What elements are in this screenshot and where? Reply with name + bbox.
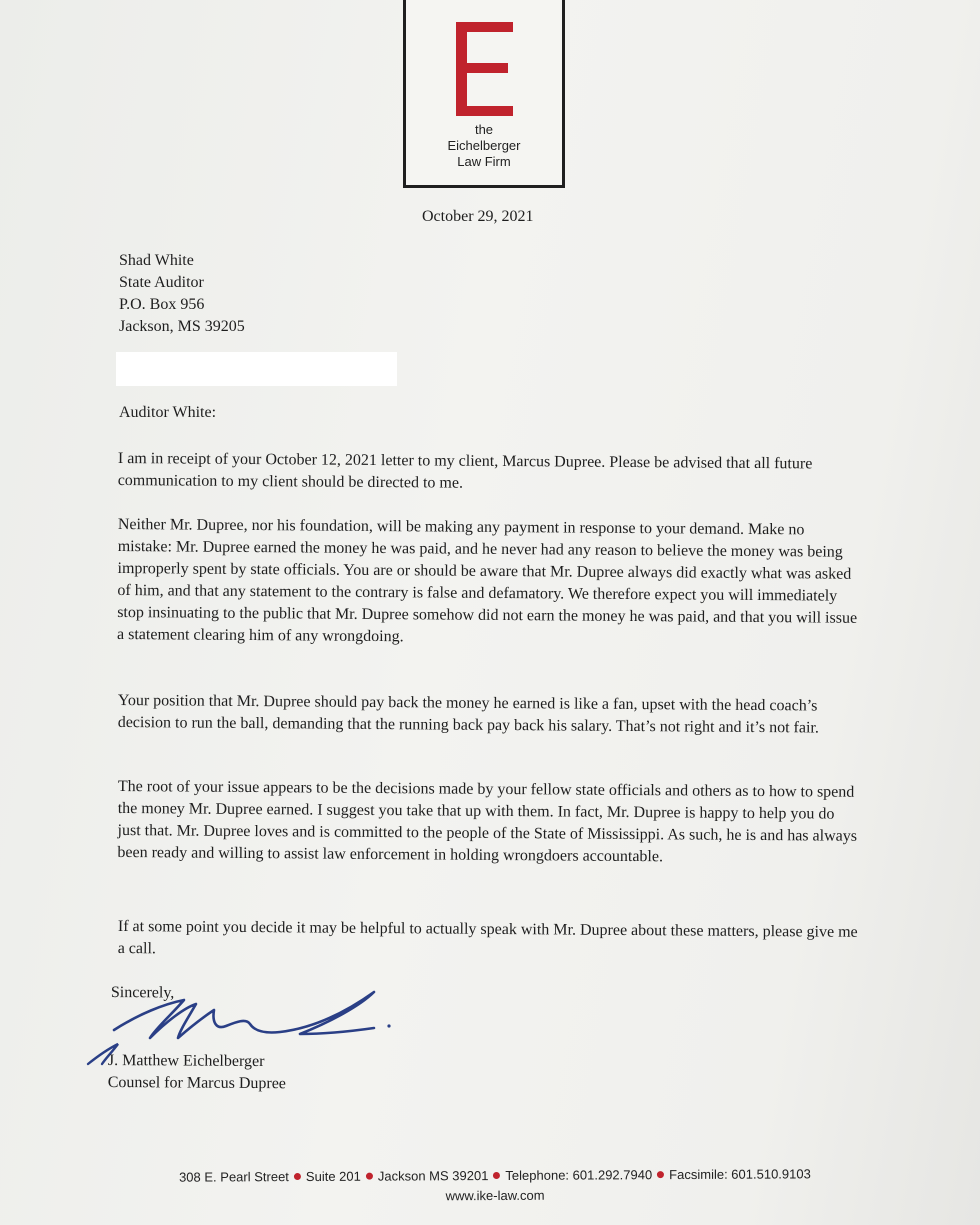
firm-name-line3: Law Firm	[457, 154, 511, 169]
signer-title: Counsel for Marcus Dupree	[107, 1073, 286, 1093]
signer-name: J. Matthew Eichelberger	[107, 1052, 265, 1071]
bullet-icon	[294, 1173, 301, 1180]
footer-contact-line	[100, 1164, 890, 1188]
letterhead-footer	[100, 1164, 890, 1208]
body-paragraph-5: If at some point you decide it may be helpful to actually speak with Mr. Dupree about these matters, please give me a call.	[117, 917, 858, 958]
redaction-box	[116, 352, 397, 386]
signature-block	[108, 1050, 286, 1095]
recipient-name: Shad White	[119, 252, 194, 269]
footer-suite: Suite 201	[305, 1168, 361, 1184]
recipient-city: Jackson, MS 39205	[119, 318, 245, 335]
firm-name	[406, 122, 562, 170]
footer-street: 308 E. Pearl Street	[179, 1169, 289, 1185]
body-paragraph-2: Neither Mr. Dupree, nor his foundation, will be making any payment in response to your demand. Make no mistake: Mr. Dupree earned the money he was paid, and he never had any reason to believe the money was being improperly spent by state officials. You are or should be aware that Mr. Dupree always did exactly what was asked of him, and that any statement to the contrary is false and defamatory. We therefore expect you will immediately stop insinuating to the public that Mr. Dupree somehow did not earn the money he was paid, and that you will issue a statement clearing him of any wrongdoing.	[116, 515, 858, 646]
recipient-address	[119, 250, 245, 338]
firm-name-line2: Eichelberger	[447, 138, 521, 153]
bullet-icon	[493, 1172, 500, 1179]
footer-telephone: Telephone: 601.292.7940	[505, 1167, 653, 1183]
footer-city: Jackson MS 39201	[377, 1168, 489, 1184]
recipient-title: State Auditor	[119, 274, 204, 291]
logo-letter-e	[456, 22, 516, 116]
body-paragraph-3: Your position that Mr. Dupree should pay back the money he earned is like a fan, upset with the head coach’s decision to run the ball, demanding that the running back pay back his salary. That’s not right and it’s not fair.	[117, 691, 819, 737]
bullet-icon	[366, 1173, 373, 1180]
closing: Sincerely,	[110, 984, 175, 1002]
recipient-po-box: P.O. Box 956	[119, 296, 205, 313]
bullet-icon	[657, 1171, 664, 1178]
footer-website: www.ike-law.com	[445, 1187, 545, 1204]
letter-date: October 29, 2021	[422, 208, 534, 225]
body-paragraph-4: The root of your issue appears to be the decisions made by your fellow state officials and others as to how to spend the money Mr. Dupree earned. I suggest you take that up with them. In fact, Mr. Dupree is happy to help you do just that. Mr. Dupree loves and is committed to the people of the State of Mississippi. As such, he is and has always been ready and willing to assist law enforcement in holding wrongdoers accountable.	[117, 777, 858, 866]
firm-name-line1: the	[474, 122, 494, 137]
footer-fax: Facsimile: 601.510.9103	[669, 1166, 811, 1183]
body-paragraph-1: I am in receipt of your October 12, 2021 letter to my client, Marcus Dupree. Please be advised that all future communication to my client should be directed to me.	[117, 449, 813, 492]
salutation: Auditor White:	[119, 404, 217, 421]
